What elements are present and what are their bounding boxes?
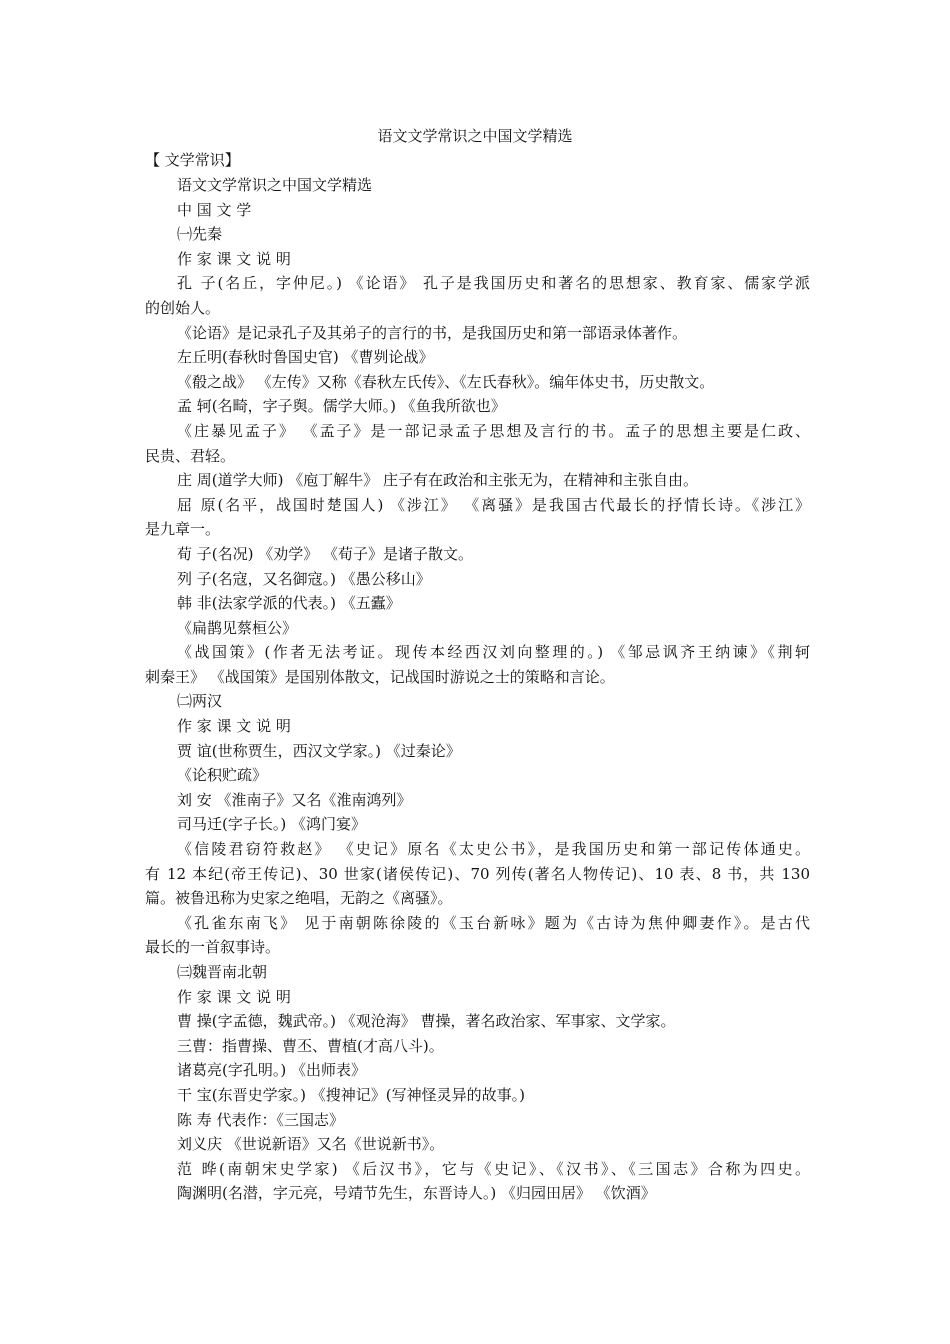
text-line: 庄 周(道学大师) 《庖丁解牛》 庄子有在政治和主张无为，在精神和主张自由。 — [177, 471, 699, 490]
text-line: 民贵、君轻。 — [145, 446, 236, 465]
text-line: 作 家 课 文 说 明 — [177, 717, 291, 736]
text-line: 刺秦王》 《战国策》是国别体散文，记战国时游说之士的策略和言论。 — [145, 667, 615, 686]
text-line: 曹 操(字孟德，魏武帝。) 《观沧海》 曹操，著名政治家、军事家、文学家。 — [177, 1012, 676, 1031]
text-line: 是九章一。 — [145, 520, 221, 539]
text-line: ㈠先秦 — [177, 225, 223, 244]
text-line: 左丘明(春秋时鲁国史官) 《曹刿论战》 — [177, 348, 434, 367]
text-line: 《孔雀东南飞》 见于南朝陈徐陵的《玉台新咏》题为《古诗为焦仲卿妻作》。是古代 — [177, 913, 810, 932]
text-line: 荀 子(名况) 《劝学》 《荀子》是诸子散文。 — [177, 544, 474, 563]
text-line: 范 晔(南朝宋史学家) 《后汉书》，它与《史记》、《汉书》、《三国志》合称为四史。 — [177, 1159, 810, 1178]
text-line: 孔 子(名丘，字仲尼。) 《论语》 孔子是我国历史和著名的思想家、教育家、儒家学派 — [177, 274, 810, 293]
text-line: 篇。被鲁迅称为史家之绝唱，无韵之《离骚》。 — [145, 889, 453, 908]
text-line: 作 家 课 文 说 明 — [177, 249, 291, 268]
text-line: 《战国策》(作者无法考证。现传本经西汉刘向整理的。) 《邹忌讽齐王纳谏》《荆轲 — [177, 643, 810, 662]
document-body — [145, 173, 810, 1206]
text-line: 《论积贮疏》 — [177, 766, 268, 785]
document-title: 语文文学常识之中国文学精选 — [377, 127, 573, 145]
text-line: 列 子(名寇，又名御寇。) 《愚公移山》 — [177, 569, 431, 588]
text-line: 干 宝(东晋史学家。) 《搜神记》(写神怪灵异的故事。) — [177, 1085, 525, 1104]
text-line: ㈡两汉 — [177, 692, 223, 711]
text-line: 《庄暴见孟子》 《孟子》是一部记录孟子思想及言行的书。孟子的思想主要是仁政、 — [177, 421, 810, 440]
text-line: 三曹：指曹操、曹丕、曹植(才高八斗)。 — [177, 1036, 444, 1055]
text-line: 陈 寿 代表作：《三国志》 — [177, 1110, 345, 1129]
text-line: 最长的一首叙事诗。 — [145, 938, 281, 957]
text-line: 韩 非(法家学派的代表。) 《五蠹》 — [177, 594, 401, 613]
text-line: 语文文学常识之中国文学精选 — [177, 176, 373, 194]
text-line: 司马迁(字子长。) 《鸿门宴》 — [177, 815, 366, 834]
text-line: 有 12 本纪(帝王传记)、30 世家(诸侯传记)、70 列传(著名人物传记)、10 表、8 书，共 130 — [145, 864, 810, 883]
text-line: 《扁鹊见蔡桓公》 — [177, 618, 298, 637]
text-line: 屈 原(名平，战国时楚国人) 《涉江》 《离骚》是我国古代最长的抒情长诗。《涉江》 — [177, 495, 810, 514]
text-line: 刘 安 《淮南子》又名《淮南鸿列》 — [177, 790, 412, 809]
section-label: 【 文学常识】 — [145, 151, 240, 169]
text-line: 中 国 文 学 — [177, 200, 252, 219]
text-line: 作 家 课 文 说 明 — [177, 987, 291, 1006]
text-line: 陶渊明(名潜，字元亮，号靖节先生，东晋诗人。) 《归园田居》 《饮酒》 — [177, 1184, 656, 1203]
text-line: 孟 轲(名畸，字子舆。儒学大师。) 《鱼我所欲也》 — [177, 397, 506, 416]
text-line: 贾 谊(世称贾生，西汉文学家。) 《过秦论》 — [177, 741, 461, 760]
text-line: 《殽之战》 《左传》又称《春秋左氏传》、《左氏春秋》。编年体史书，历史散文。 — [177, 372, 715, 391]
text-line: 刘义庆 《世说新语》又名《世说新书》。 — [177, 1135, 445, 1154]
text-line: 诸葛亮(字孔明。) 《出师表》 — [177, 1061, 366, 1080]
text-line: ㈢魏晋南北朝 — [177, 963, 268, 981]
text-line: 的创始人。 — [145, 298, 221, 317]
text-line: 《论语》是记录孔子及其弟子的言行的书，是我国历史和第一部语录体著作。 — [177, 323, 688, 342]
text-line: 《信陵君窃符救赵》 《史记》原名《太史公书》，是我国历史和第一部记传体通史。 — [177, 840, 810, 859]
